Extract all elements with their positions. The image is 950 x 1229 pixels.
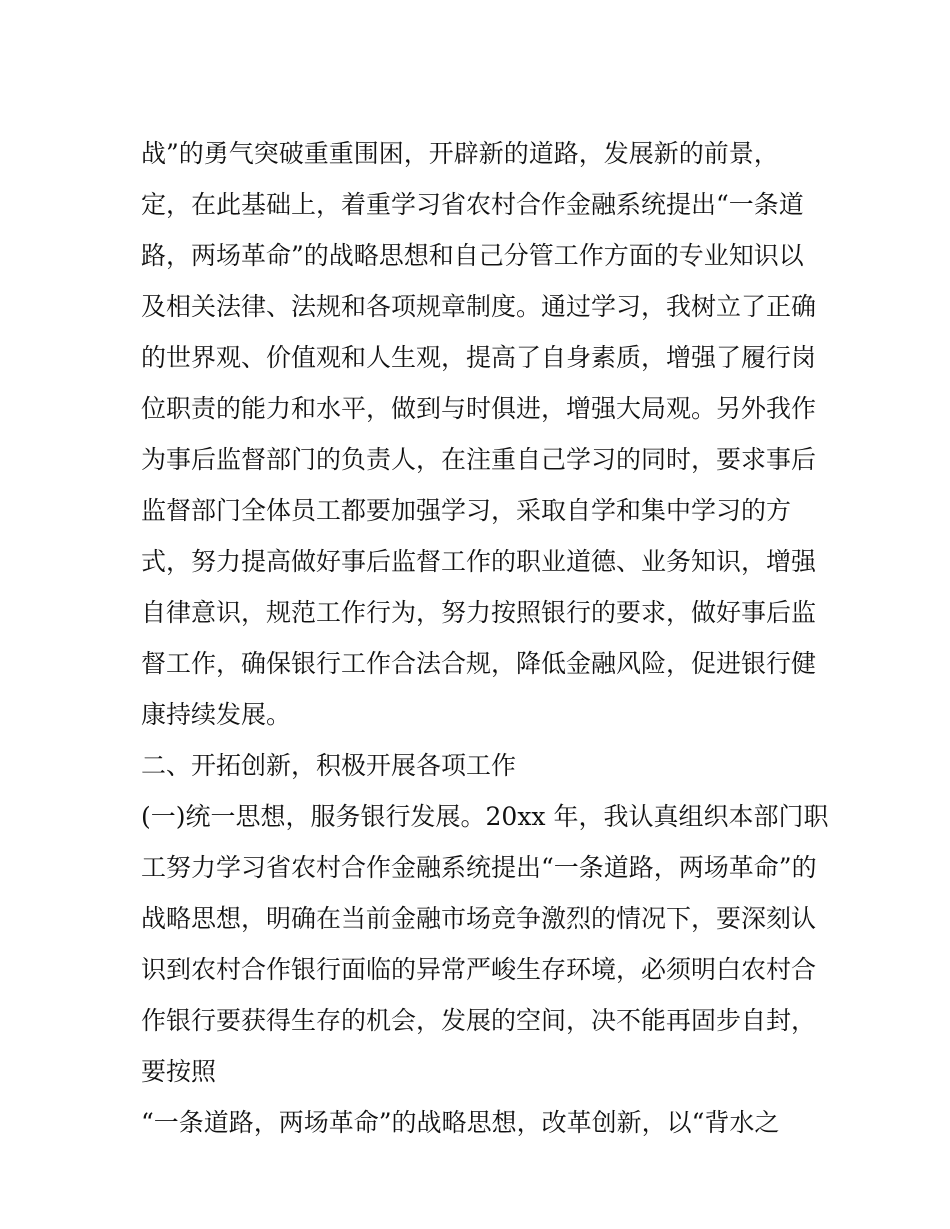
section-heading: 二、开拓创新，积极开展各项工作 [141, 751, 517, 780]
text-line: 定，在此基础上，着重学习省农村合作金融系统提出“一条道 [141, 190, 804, 219]
text-line: “一条道路，两场革命”的战略思想，改革创新，以“背水之 [141, 1108, 780, 1137]
text-line: 及相关法律、法规和各项规章制度。通过学习，我树立了正确 [141, 292, 817, 321]
text-line: 作银行要获得生存的机会，发展的空间，决不能再固步自封， [141, 1006, 817, 1035]
text-line: 路，两场革命”的战略思想和自己分管工作方面的专业知识以 [141, 241, 804, 270]
text-line: 自律意识，规范工作行为，努力按照银行的要求，做好事后监 [141, 598, 817, 627]
body-text [141, 128, 829, 1148]
text-line: 识到农村合作银行面临的异常严峻生存环境，必须明白农村合 [141, 955, 817, 984]
text-line: 式，努力提高做好事后监督工作的职业道德、业务知识，增强 [141, 547, 817, 576]
text-line: 康持续发展。 [141, 700, 292, 729]
text-line: 监督部门全体员工都要加强学习，采取自学和集中学习的方 [141, 496, 792, 525]
text-line: 要按照 [141, 1057, 217, 1086]
text-line: 战略思想，明确在当前金融市场竞争激烈的情况下，要深刻认 [141, 904, 817, 933]
text-line: 战”的勇气突破重重围困，开辟新的道路，发展新的前景， [141, 139, 779, 168]
text-line: 为事后监督部门的负责人，在注重自己学习的同时，要求事后 [141, 445, 817, 474]
text-line: 工努力学习省农村合作金融系统提出“一条道路，两场革命”的 [141, 853, 817, 882]
text-line: 位职责的能力和水平，做到与时俱进，增强大局观。另外我作 [141, 394, 817, 423]
text-line: (一)统一思想，服务银行发展。20xx 年，我认真组织本部门职 [141, 802, 829, 831]
text-line: 的世界观、价值观和人生观，提高了自身素质，增强了履行岗 [141, 343, 817, 372]
text-line: 督工作，确保银行工作合法合规，降低金融风险，促进银行健 [141, 649, 817, 678]
